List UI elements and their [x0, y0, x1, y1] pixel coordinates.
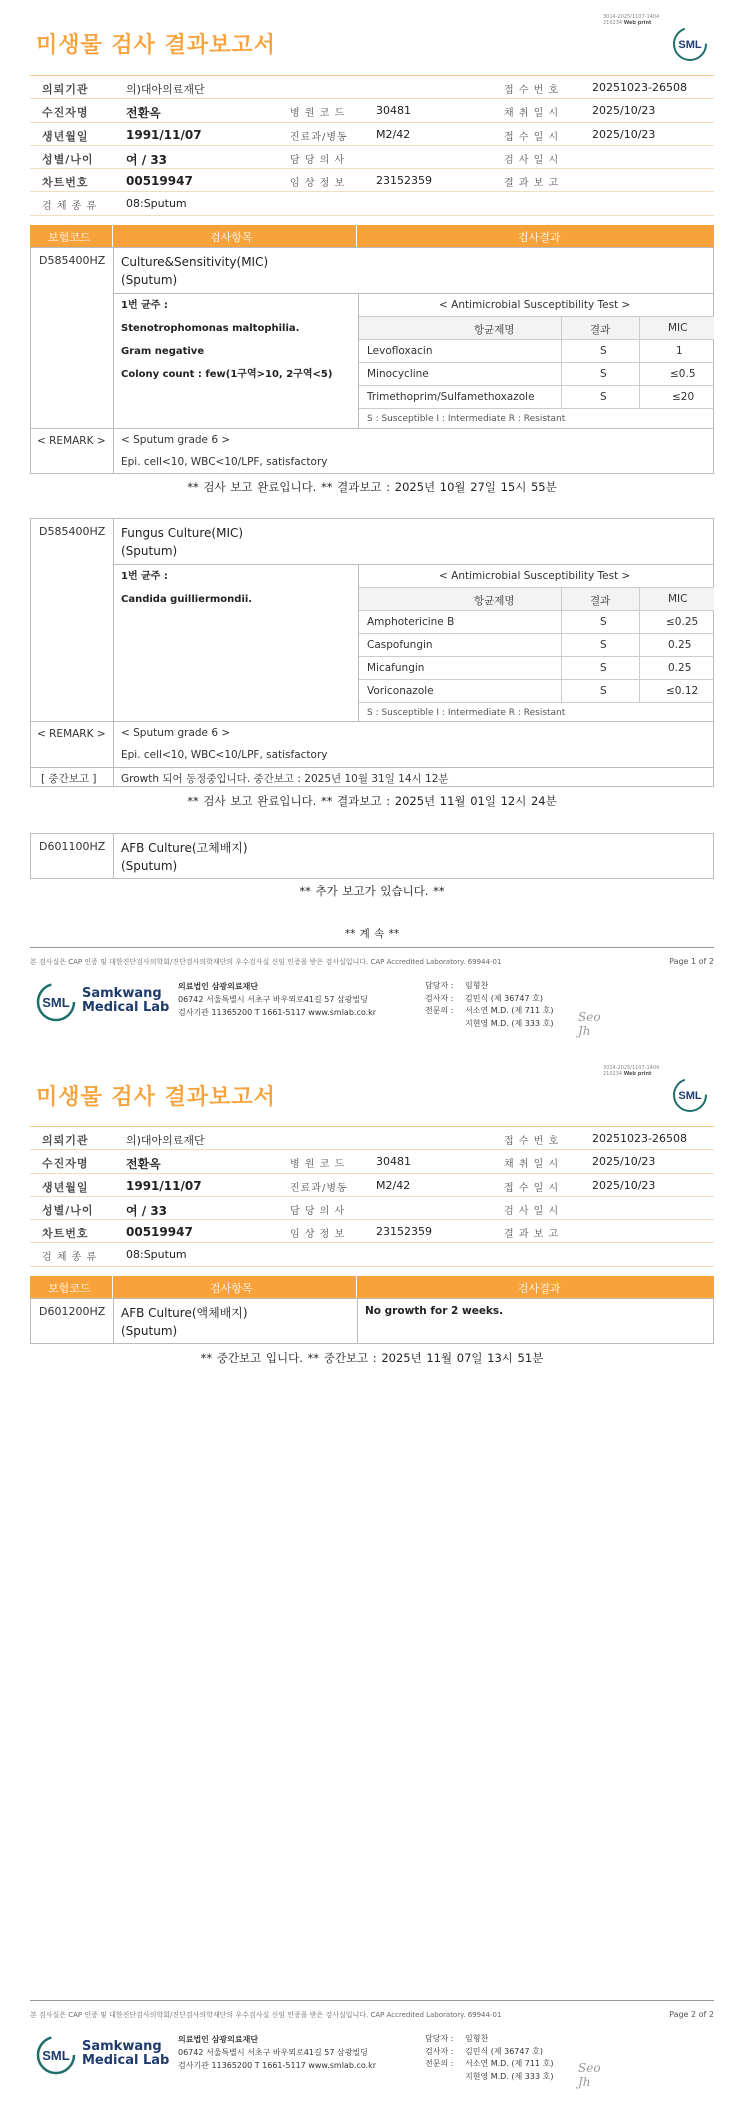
page-number: Page 1 of 2: [669, 957, 714, 966]
print-stamp: 3014-2025/1107-1404 210234 Web print: [603, 1065, 660, 1077]
sml-logo-icon: [672, 1077, 708, 1113]
patient-info-table: 의뢰기관 의)대아의료재단 접 수 번 호 20251023-26508 수진자명 전환옥 병 원 코 드 30481 채 취 일 시 2025/10/23 생년월일 1991/11/07 진료과/병동 M2/42 접 수 일 시 2025/10/23 성별/나이 여 / 33 담 당 의 사 검 사 일 시 차트번호 00519947 임 상 정 보 23152359 결 과 보 고 검 체 종 류 08:Sputum: [30, 1126, 714, 1267]
lab-staff: 담당자 : 임형찬 검사자 : 김민식 (제 36747 호) 전문의 : 서소연 M.D. (제 711 호) 지현영 M.D. (제 333 호): [425, 981, 554, 1028]
ast-table: < Antimicrobial Susceptibility Test > 항균제명 결과 MIC Amphotericine B S ≤0.25 Caspofungin S 0.25 Micafungin S 0.25 Voriconazole S ≤0.12 S : Susceptible I : Intermediate R : Resistant: [358, 565, 714, 721]
svg-text:SML: SML: [42, 995, 70, 1010]
lab-address: 의료법인 삼광의료재단 06742 서울특별시 서초구 바우뫼로41길 57 삼광빌딩 검사기관 11365200 T 1661-5117 www.smlab.co.kr: [178, 2035, 377, 2070]
remark-row: < REMARK > < Sputum grade 6 > Epi. cell<10, WBC<10/LPF, satisfactory: [31, 721, 713, 767]
remark-row: < REMARK > < Sputum grade 6 > Epi. cell<10, WBC<10/LPF, satisfactory: [31, 428, 713, 474]
afb-liquid-culture-section: D601200HZ AFB Culture(액체배지) (Sputum) No growth for 2 weeks.: [30, 1298, 714, 1344]
organism-block: 1번 균주 : Candida guilliermondii. < Antimicrobial Susceptibility Test > 항균제명 결과 MIC Amphotericine B S ≤0.25 Caspofungin S 0.25 Micafungin S 0.25 Voriconazole S ≤0.12 S : Susceptible I : Intermediate R : Resistant: [113, 564, 714, 721]
results-header-bar: 보험코드 검사항목 검사결과: [30, 225, 714, 247]
culture-sensitivity-section: D585400HZ Culture&Sensitivity(MIC) (Sputum) 1번 균주 : Stenotrophomonas maltophilia. Gram negative Colony count : few(1구역>10, 2구역<5) < Antimicrobial Susceptibility Test > 항균제명 결과 MIC Levofloxacin S 1 Minocycline S ≤0.5 Trimethoprim/Sulfamethoxazole S ≤20 S : Susceptible I : Intermediate R : Resistant < REMARK > < Sputum grade 6 > Epi. cell<10, WBC<10/LPF, satisfactory: [30, 247, 714, 474]
lab-address: 의료법인 삼광의료재단 06742 서울특별시 서초구 바우뫼로41길 57 삼광빌딩 검사기관 11365200 T 1661-5117 www.smlab.co.kr: [178, 982, 377, 1017]
sml-logo-icon: [36, 2035, 76, 2075]
continued-note: ** 계 속 **: [344, 928, 400, 940]
report-page-2: [0, 1055, 744, 2104]
svg-text:SML: SML: [42, 2048, 70, 2063]
print-stamp: 3014-2025/1107-1404 210234 Web print: [603, 14, 660, 26]
additional-report-note: ** 추가 보고가 있습니다. **: [299, 884, 445, 898]
svg-text:SML: SML: [678, 39, 702, 51]
interim-report-row: [ 중간보고 ] Growth 되어 동정중입니다. 중간보고 : 2025년 10월 31일 14시 12분: [31, 767, 713, 787]
patient-info-table: 의뢰기관 의)대아의료재단 접 수 번 호 20251023-26508 수진자명 전환옥 병 원 코 드 30481 채 취 일 시 2025/10/23 생년월일 1991/11/07 진료과/병동 M2/42 접 수 일 시 2025/10/23 성별/나이 여 / 33 담 당 의 사 검 사 일 시 차트번호 00519947 임 상 정 보 23152359 결 과 보 고 검 체 종 류 08:Sputum: [30, 75, 714, 216]
afb-solid-culture-section: D601100HZ AFB Culture(고체배지) (Sputum): [30, 833, 714, 879]
lab-staff: 담당자 : 임형찬 검사자 : 김민식 (제 36747 호) 전문의 : 서소연 M.D. (제 711 호) 지현영 M.D. (제 333 호): [425, 2034, 554, 2081]
sml-logo-icon: [672, 26, 708, 62]
interim-report-note: ** 중간보고 입니다. ** 중간보고 : 2025년 11월 07일 13시 51분: [200, 1351, 544, 1365]
svg-text:SML: SML: [678, 1090, 702, 1102]
accreditation-note: 본 검사실은 CAP 인증 및 대한진단검사의학회/진단검사의학재단의 우수검사실 신임 인증을 받은 검사실입니다. CAP Accredited Laboratory. 69944-01: [30, 2011, 502, 2019]
signature: Seo Jh: [578, 1010, 601, 1038]
afb-result: No growth for 2 weeks.: [365, 1305, 504, 1317]
lab-brand: Samkwang Medical Lab: [82, 986, 170, 1015]
ast-table: < Antimicrobial Susceptibility Test > 항균제명 결과 MIC Levofloxacin S 1 Minocycline S ≤0.5 Trimethoprim/Sulfamethoxazole S ≤20 S : Susceptible I : Intermediate R : Resistant: [358, 294, 714, 428]
fungus-culture-section: D585400HZ Fungus Culture(MIC) (Sputum) 1번 균주 : Candida guilliermondii. < Antimicrobial Susceptibility Test > 항균제명 결과 MIC Amphotericine B S ≤0.25 Caspofungin S 0.25 Micafungin S 0.25 Voriconazole S ≤0.12 S : Susceptible I : Intermediate R : Resistant < REMARK > < Sputum grade 6 > Epi. cell<10, WBC<10/LPF, satisfactory [ 중간보고 ] Growth 되어 동정중입니다. 중간보고 : 2025년 10월 31일 14시 12분: [30, 518, 714, 787]
results-header-bar: 보험코드 검사항목 검사결과: [30, 1276, 714, 1298]
report-title: 미생물 검사 결과보고서: [36, 1085, 276, 1110]
organism-block: 1번 균주 : Stenotrophomonas maltophilia. Gram negative Colony count : few(1구역>10, 2구역<5) < Antimicrobial Susceptibility Test > 항균제명 결과 MIC Levofloxacin S 1 Minocycline S ≤0.5 Trimethoprim/Sulfamethoxazole S ≤20 S : Susceptible I : Intermediate R : Resistant: [113, 293, 714, 428]
signature: Seo Jh: [578, 2061, 601, 2089]
report-complete-note: ** 검사 보고 완료입니다. ** 결과보고 : 2025년 11월 01일 12시 24분: [187, 794, 557, 808]
report-title: 미생물 검사 결과보고서: [36, 33, 276, 58]
report-complete-note: ** 검사 보고 완료입니다. ** 결과보고 : 2025년 10월 27일 15시 55분: [187, 480, 557, 494]
page-number: Page 2 of 2: [669, 2010, 714, 2019]
lab-brand: Samkwang Medical Lab: [82, 2039, 170, 2068]
accreditation-note: 본 검사실은 CAP 인증 및 대한진단검사의학회/진단검사의학재단의 우수검사실 신임 인증을 받은 검사실입니다. CAP Accredited Laboratory. 69944-01: [30, 958, 502, 966]
sml-logo-icon: [36, 982, 76, 1022]
